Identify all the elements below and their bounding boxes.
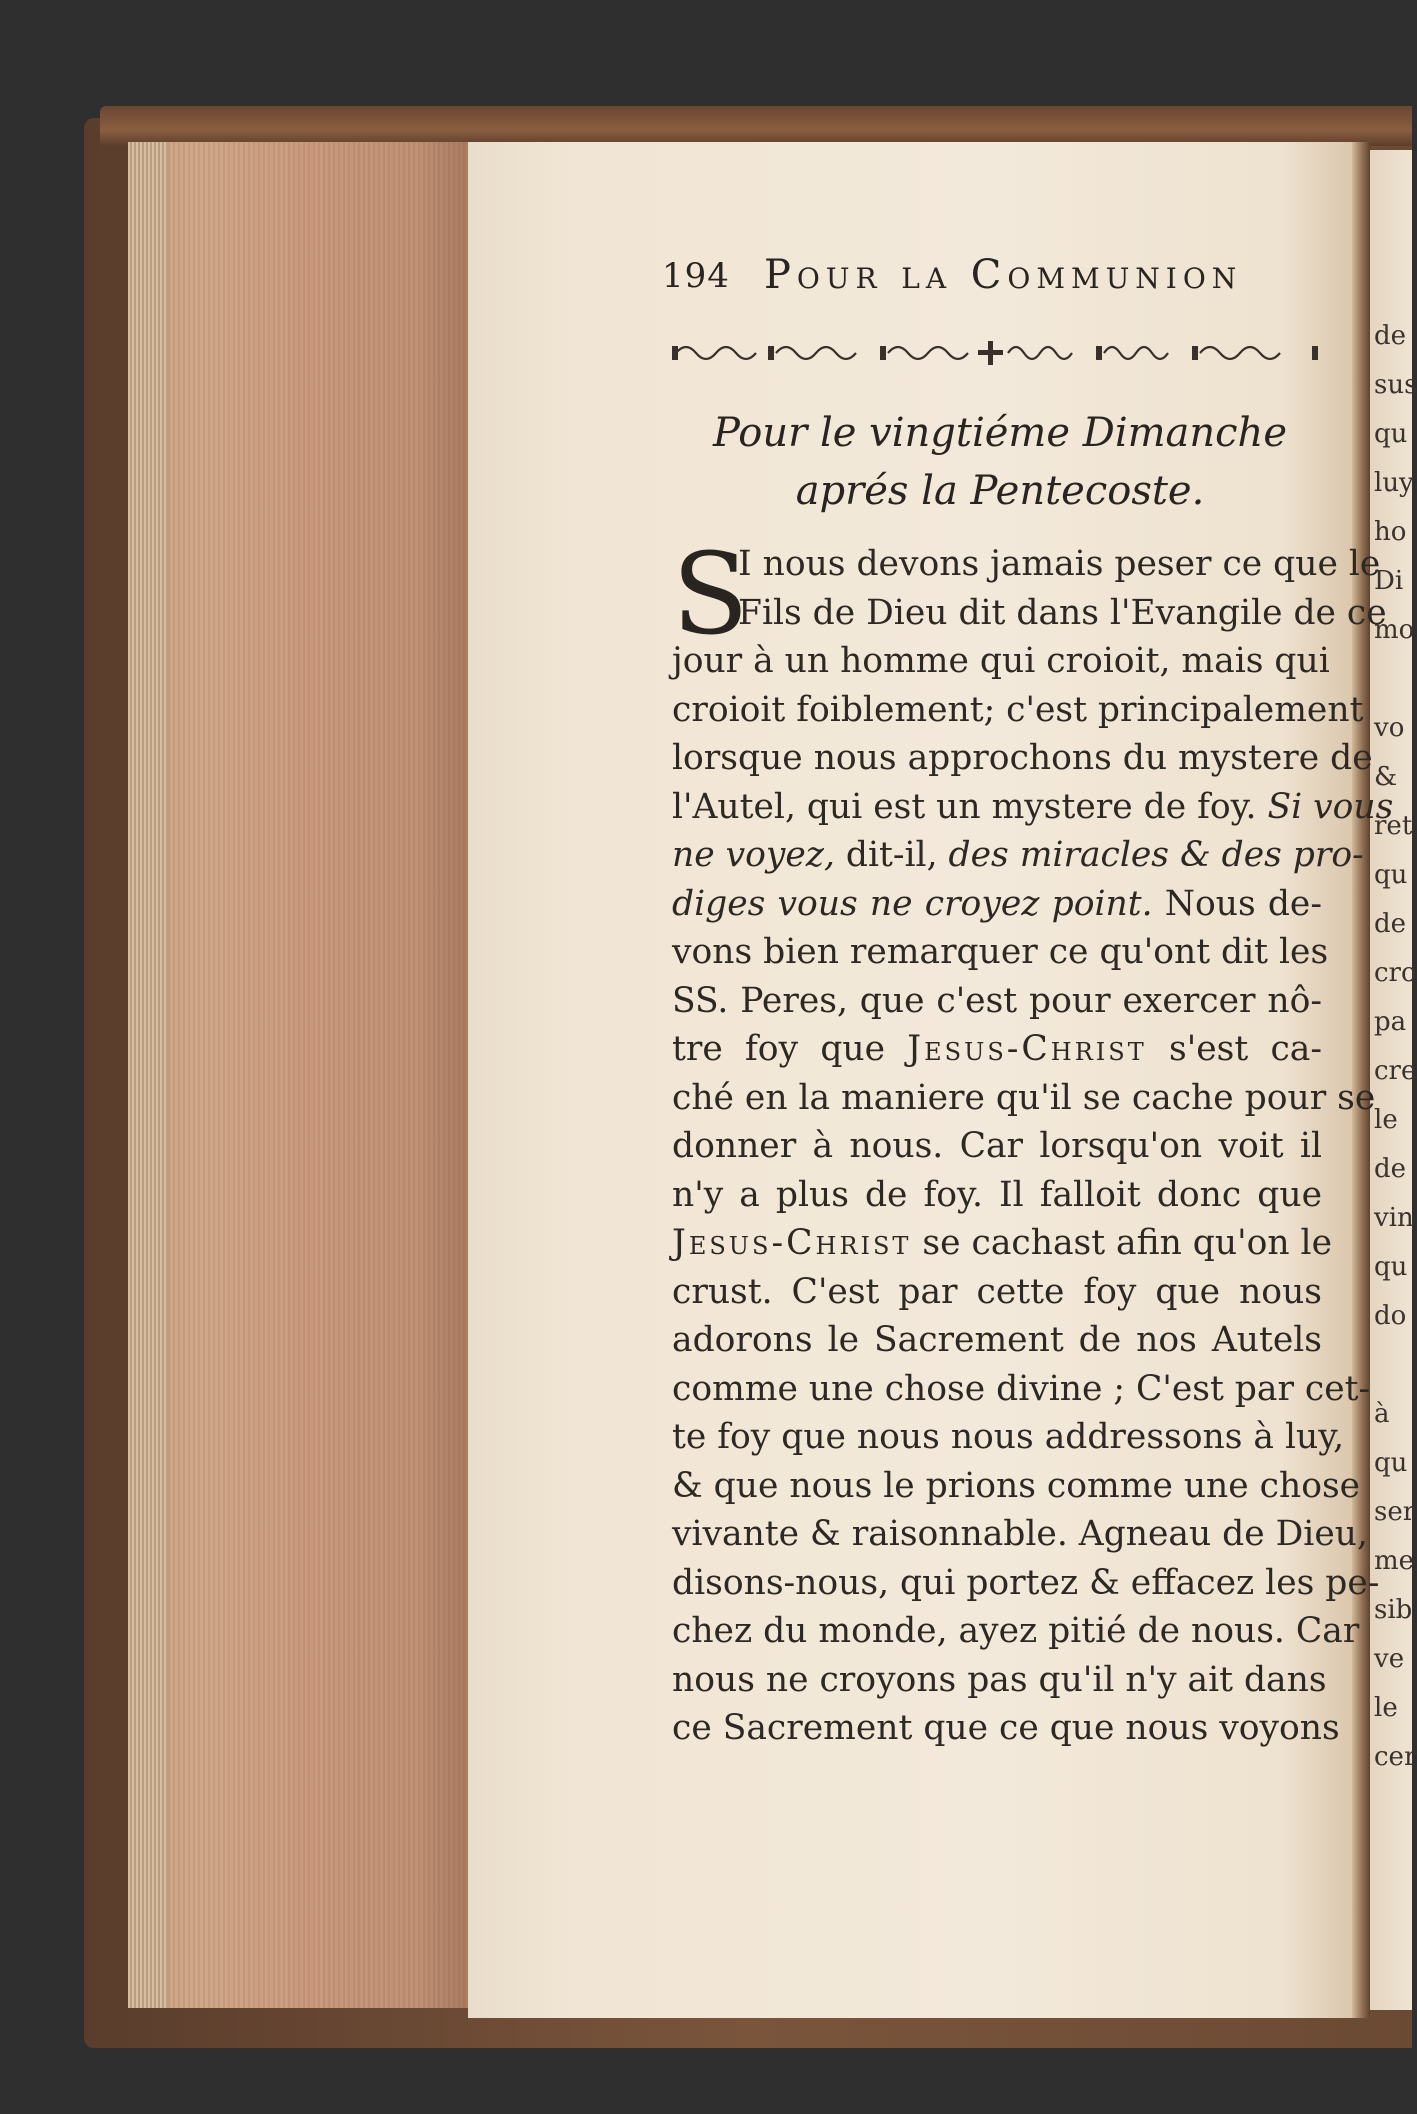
- next-page-fragment: mo: [1374, 615, 1415, 645]
- text-run: tre foy que: [672, 1029, 908, 1069]
- next-page-fragment: sus: [1374, 370, 1417, 400]
- running-header: [662, 252, 1272, 306]
- text-run: vons bien remarquer ce qu'ont dit les: [672, 932, 1329, 972]
- next-page-fragment: cro: [1374, 958, 1417, 988]
- next-page-fragment: me: [1374, 1546, 1415, 1576]
- text-run: te foy que nous nous addressons à luy,: [672, 1417, 1345, 1457]
- text-run: donner à nous. Car lorsqu'on voit il: [672, 1126, 1322, 1166]
- text-run: adorons le Sacrement de nos Autels: [672, 1320, 1322, 1360]
- text-run: n'y a plus de foy. Il falloit donc que: [672, 1174, 1322, 1215]
- next-page-fragment: ser: [1374, 1497, 1416, 1527]
- next-page-fragment: de: [1374, 321, 1407, 351]
- text-line: [672, 1268, 1322, 1317]
- text-line: [672, 1025, 1322, 1074]
- text-line: [672, 880, 1322, 929]
- text-run: s'est ca-: [1146, 1029, 1322, 1069]
- text-run: l'Autel, qui est un mystere de foy.: [672, 786, 1268, 827]
- text-run: ce Sacrement que ce que nous voyons: [672, 1708, 1340, 1748]
- text-line: [672, 540, 1381, 589]
- running-title: Pour la Communion: [764, 252, 1243, 298]
- text-run: Jesus-Christ: [672, 1223, 912, 1263]
- next-page-fragment: ret: [1374, 811, 1413, 841]
- text-line: [672, 1413, 1345, 1462]
- next-page-fragment: qu: [1374, 1448, 1408, 1478]
- next-page-fragment: [1374, 1341, 1412, 1390]
- text-run: des miracles & des pro-: [948, 835, 1364, 875]
- text-run: comme une chose divine ; C'est par cet-: [672, 1368, 1371, 1409]
- text-line: [672, 686, 1364, 735]
- text-line: [672, 1510, 1368, 1559]
- text-line: [672, 977, 1322, 1026]
- drop-cap: S: [672, 530, 749, 660]
- next-page-fragment: de: [1374, 1154, 1407, 1184]
- text-line: [672, 1122, 1322, 1171]
- text-run: dit-il,: [834, 835, 949, 875]
- next-page-fragment: vin: [1374, 1203, 1414, 1233]
- text-run: & que nous le prions comme une chose: [672, 1465, 1361, 1506]
- page-block-edge: [128, 142, 468, 2008]
- text-line: [672, 1074, 1376, 1123]
- next-page-fragment: sib: [1374, 1595, 1413, 1625]
- text-run: SS. Peres, que c'est pour exercer nô-: [672, 980, 1322, 1021]
- text-run: nous ne croyons pas qu'il n'y ait dans: [672, 1659, 1327, 1700]
- next-page-fragment: cer: [1374, 1742, 1417, 1772]
- page-number: 194: [662, 256, 730, 296]
- next-page-fragment: [1374, 655, 1412, 704]
- text-run: ché en la maniere qu'il se cache pour se: [672, 1077, 1376, 1118]
- ornament-band-icon: [672, 338, 1320, 368]
- text-run: se cachast afin qu'on le: [911, 1223, 1333, 1263]
- next-page-fragment: qu: [1374, 860, 1408, 890]
- book-spine-top: [100, 106, 1412, 146]
- next-page-fragment: ve: [1374, 1644, 1405, 1674]
- text-line: [672, 1607, 1360, 1656]
- section-title-line: aprés la Pentecoste.: [795, 468, 1205, 514]
- text-line: [672, 1316, 1322, 1365]
- next-page-fragment: Di: [1374, 566, 1404, 596]
- page-block-edge-light: [128, 142, 168, 2008]
- text-run: chez du monde, ayez pitié de nous. Car: [672, 1611, 1360, 1651]
- next-page-fragment: ho: [1374, 517, 1407, 547]
- text-run: ne voyez,: [672, 835, 835, 875]
- text-run: crust. C'est par cette foy que nous: [672, 1271, 1322, 1312]
- next-page-fragment: à: [1374, 1399, 1390, 1429]
- next-page-fragment: vo: [1374, 713, 1405, 743]
- section-title-line: Pour le vingtiéme Dimanche: [712, 410, 1287, 456]
- next-page-fragment: &: [1374, 762, 1398, 792]
- section-title: [680, 404, 1320, 520]
- next-page-fragment: le: [1374, 1693, 1398, 1723]
- next-page-fragments: [1374, 312, 1417, 1782]
- text-run: vivante & raisonnable. Agneau de Dieu,: [672, 1514, 1368, 1554]
- next-page-fragment: cre: [1374, 1056, 1417, 1086]
- text-line: [672, 1559, 1380, 1608]
- text-line: [672, 734, 1373, 783]
- next-page-fragment: qu: [1374, 1252, 1408, 1282]
- text-line: [672, 589, 1387, 638]
- text-run: croioit foiblement; c'est principalement: [672, 689, 1364, 730]
- text-run: lorsque nous approchons du mystere de: [672, 738, 1373, 778]
- text-run: disons-nous, qui portez & effacez les pe-: [672, 1562, 1380, 1603]
- text-line: [672, 1704, 1340, 1753]
- text-run: Jesus-Christ: [907, 1029, 1147, 1069]
- text-run: jour à un homme qui croioit, mais qui: [672, 641, 1330, 681]
- text-line: [672, 928, 1329, 977]
- text-run: diges vous ne croyez point.: [672, 883, 1153, 924]
- text-run: Si vous: [1267, 786, 1394, 827]
- text-run: Fils de Dieu dit dans l'Evangile de ce: [738, 592, 1387, 633]
- text-line: [672, 637, 1330, 686]
- text-line: [672, 1656, 1327, 1705]
- text-line: [672, 831, 1364, 880]
- next-page-fragment: do: [1374, 1301, 1407, 1331]
- text-line: [672, 1462, 1361, 1511]
- text-run: Nous de-: [1152, 883, 1323, 924]
- text-line: [672, 1219, 1333, 1268]
- next-page-fragment: qu: [1374, 419, 1408, 449]
- next-page-fragment: le: [1374, 1105, 1398, 1135]
- next-page-fragment: pa: [1374, 1007, 1407, 1037]
- next-page-fragment: de: [1374, 909, 1407, 939]
- text-line: [672, 1365, 1371, 1414]
- text-line: [672, 1171, 1322, 1220]
- text-run: I nous devons jamais peser ce que le: [738, 544, 1381, 584]
- text-line: [672, 783, 1394, 832]
- next-page-fragment: luy: [1374, 468, 1414, 498]
